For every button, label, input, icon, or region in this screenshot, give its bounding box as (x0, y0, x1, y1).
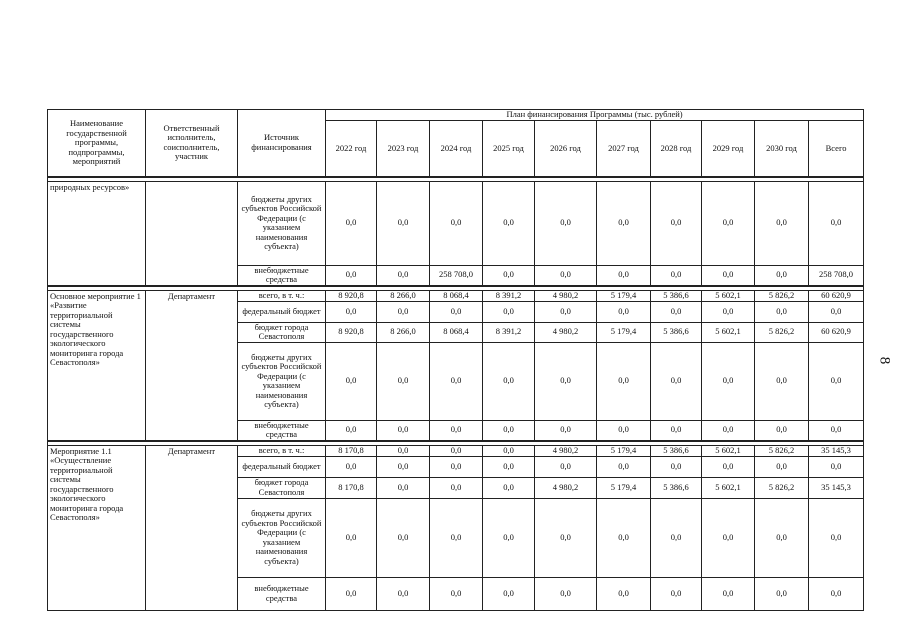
year-value-cell: 0,0 (326, 301, 377, 322)
year-value-cell: 0,0 (430, 498, 483, 577)
year-value-cell: 0,0 (535, 301, 597, 322)
year-value-cell: 0,0 (483, 577, 535, 610)
header-year-cell: 2027 год (597, 121, 651, 177)
year-value-cell: 0,0 (483, 445, 535, 456)
year-value-cell: 0,0 (535, 181, 597, 265)
table-row (48, 181, 864, 265)
year-value-cell: 0,0 (430, 420, 483, 441)
funding-source-cell: бюджет города Севастополя (238, 477, 326, 498)
year-value-cell: 0,0 (755, 181, 809, 265)
year-value-cell: 0,0 (651, 456, 702, 477)
header-year-cell: 2022 год (326, 121, 377, 177)
year-value-cell: 8 170,8 (326, 445, 377, 456)
year-value-cell: 0,0 (651, 420, 702, 441)
header-year-cell: 2025 год (483, 121, 535, 177)
total-value-cell: 35 145,3 (809, 477, 864, 498)
funding-source-cell: федеральный бюджет (238, 301, 326, 322)
year-value-cell: 4 980,2 (535, 477, 597, 498)
year-value-cell: 5 826,2 (755, 322, 809, 342)
year-value-cell: 0,0 (483, 477, 535, 498)
year-value-cell: 8 266,0 (377, 290, 430, 301)
funding-source-cell: внебюджетные средства (238, 420, 326, 441)
year-value-cell: 0,0 (430, 342, 483, 420)
year-value-cell: 0,0 (702, 577, 755, 610)
year-value-cell: 0,0 (483, 181, 535, 265)
funding-source-cell: федеральный бюджет (238, 456, 326, 477)
header-plan-title: План финансирования Программы (тыс. рублей) (326, 110, 864, 121)
year-value-cell: 0,0 (702, 456, 755, 477)
year-value-cell: 0,0 (430, 301, 483, 322)
year-value-cell: 0,0 (755, 342, 809, 420)
year-value-cell: 0,0 (377, 420, 430, 441)
year-value-cell: 0,0 (483, 301, 535, 322)
year-value-cell: 0,0 (326, 498, 377, 577)
table-header (48, 110, 864, 177)
year-value-cell: 8 170,8 (326, 477, 377, 498)
year-value-cell: 0,0 (651, 498, 702, 577)
year-value-cell: 0,0 (651, 577, 702, 610)
year-value-cell: 0,0 (377, 445, 430, 456)
year-value-cell: 0,0 (430, 456, 483, 477)
funding-source-cell: бюджет города Севастополя (238, 322, 326, 342)
year-value-cell: 0,0 (755, 265, 809, 286)
year-value-cell: 0,0 (702, 301, 755, 322)
total-value-cell: 0,0 (809, 420, 864, 441)
year-value-cell: 258 708,0 (430, 265, 483, 286)
year-value-cell: 5 602,1 (702, 322, 755, 342)
year-value-cell: 0,0 (430, 577, 483, 610)
year-value-cell: 5 386,6 (651, 445, 702, 456)
total-value-cell: 35 145,3 (809, 445, 864, 456)
year-value-cell: 0,0 (535, 498, 597, 577)
year-value-cell: 8 068,4 (430, 290, 483, 301)
year-value-cell: 5 386,6 (651, 322, 702, 342)
year-value-cell: 0,0 (326, 420, 377, 441)
year-value-cell: 0,0 (430, 181, 483, 265)
header-name: Наименование государственной программы, подпрограммы, мероприятий (48, 110, 146, 177)
year-value-cell: 0,0 (377, 342, 430, 420)
header-year-cell: 2029 год (702, 121, 755, 177)
header-year-cell: 2028 год (651, 121, 702, 177)
funding-source-cell: бюджеты других субъектов Российской Федерации (с указанием наименования субъекта) (238, 342, 326, 420)
year-value-cell: 0,0 (430, 477, 483, 498)
year-value-cell: 0,0 (535, 577, 597, 610)
financing-table (47, 109, 864, 611)
year-value-cell: 5 826,2 (755, 445, 809, 456)
year-value-cell: 0,0 (483, 498, 535, 577)
year-value-cell: 5 386,6 (651, 290, 702, 301)
total-value-cell: 60 620,9 (809, 322, 864, 342)
activity-name-cell: Основное мероприятие 1 «Развитие территориальной системы государственного экологического мониторинга города Севастополя» (48, 290, 146, 441)
total-value-cell: 0,0 (809, 301, 864, 322)
year-value-cell: 5 179,4 (597, 290, 651, 301)
year-value-cell: 0,0 (597, 498, 651, 577)
year-value-cell: 5 179,4 (597, 322, 651, 342)
year-value-cell: 0,0 (755, 420, 809, 441)
year-value-cell: 0,0 (755, 301, 809, 322)
year-value-cell: 0,0 (483, 265, 535, 286)
year-value-cell: 0,0 (535, 420, 597, 441)
activity-name-cell: природных ресурсов» (48, 181, 146, 286)
year-value-cell: 8 068,4 (430, 322, 483, 342)
year-value-cell: 0,0 (651, 181, 702, 265)
table-row (48, 290, 864, 301)
header-year-cell: Всего (809, 121, 864, 177)
year-value-cell: 0,0 (377, 456, 430, 477)
year-value-cell: 0,0 (597, 265, 651, 286)
year-value-cell: 0,0 (651, 265, 702, 286)
year-value-cell: 0,0 (702, 420, 755, 441)
year-value-cell: 0,0 (597, 181, 651, 265)
year-value-cell: 8 920,8 (326, 322, 377, 342)
year-value-cell: 0,0 (597, 456, 651, 477)
year-value-cell: 0,0 (377, 265, 430, 286)
year-value-cell: 4 980,2 (535, 445, 597, 456)
total-value-cell: 60 620,9 (809, 290, 864, 301)
year-value-cell: 5 602,1 (702, 445, 755, 456)
funding-source-cell: всего, в т. ч.: (238, 445, 326, 456)
year-value-cell: 0,0 (702, 265, 755, 286)
total-value-cell: 0,0 (809, 498, 864, 577)
year-value-cell: 0,0 (597, 577, 651, 610)
year-value-cell: 5 179,4 (597, 445, 651, 456)
year-value-cell: 0,0 (377, 498, 430, 577)
year-value-cell: 0,0 (755, 498, 809, 577)
year-value-cell: 5 826,2 (755, 290, 809, 301)
year-value-cell: 0,0 (377, 301, 430, 322)
year-value-cell: 0,0 (597, 301, 651, 322)
year-value-cell: 4 980,2 (535, 322, 597, 342)
year-value-cell: 0,0 (535, 342, 597, 420)
year-value-cell: 0,0 (702, 342, 755, 420)
year-value-cell: 8 266,0 (377, 322, 430, 342)
funding-source-cell: бюджеты других субъектов Российской Федерации (с указанием наименования субъекта) (238, 498, 326, 577)
year-value-cell: 0,0 (326, 181, 377, 265)
activity-name-cell: Мероприятие 1.1 «Осуществление территориальной системы государственного экологического мониторинга города Севастополя» (48, 445, 146, 610)
total-value-cell: 0,0 (809, 181, 864, 265)
year-value-cell: 5 179,4 (597, 477, 651, 498)
year-value-cell: 8 391,2 (483, 322, 535, 342)
total-value-cell: 0,0 (809, 456, 864, 477)
year-value-cell: 0,0 (377, 181, 430, 265)
year-value-cell: 5 602,1 (702, 477, 755, 498)
header-year-cell: 2026 год (535, 121, 597, 177)
total-value-cell: 0,0 (809, 342, 864, 420)
year-value-cell: 5 826,2 (755, 477, 809, 498)
header-year-cell: 2030 год (755, 121, 809, 177)
year-value-cell: 0,0 (483, 456, 535, 477)
year-value-cell: 0,0 (597, 342, 651, 420)
header-source: Источник финансирования (238, 110, 326, 177)
funding-source-cell: внебюджетные средства (238, 265, 326, 286)
year-value-cell: 8 391,2 (483, 290, 535, 301)
responsible-cell: Департамент (146, 445, 238, 610)
year-value-cell: 0,0 (535, 456, 597, 477)
year-value-cell: 5 602,1 (702, 290, 755, 301)
year-value-cell: 0,0 (326, 456, 377, 477)
year-value-cell: 0,0 (483, 342, 535, 420)
year-value-cell: 0,0 (430, 445, 483, 456)
year-value-cell: 0,0 (377, 577, 430, 610)
year-value-cell: 0,0 (755, 456, 809, 477)
table-row (48, 445, 864, 456)
year-value-cell: 8 920,8 (326, 290, 377, 301)
year-value-cell: 0,0 (377, 477, 430, 498)
year-value-cell: 4 980,2 (535, 290, 597, 301)
funding-source-cell: бюджеты других субъектов Российской Федерации (с указанием наименования субъекта) (238, 181, 326, 265)
year-value-cell: 0,0 (597, 420, 651, 441)
page-number: 8 (876, 356, 893, 365)
year-value-cell: 0,0 (755, 577, 809, 610)
header-year-cell: 2024 год (430, 121, 483, 177)
header-year-cell: 2023 год (377, 121, 430, 177)
year-value-cell: 0,0 (535, 265, 597, 286)
total-value-cell: 0,0 (809, 577, 864, 610)
year-value-cell: 0,0 (651, 342, 702, 420)
year-value-cell: 0,0 (326, 342, 377, 420)
responsible-cell: Департамент (146, 290, 238, 441)
year-value-cell: 0,0 (651, 301, 702, 322)
funding-source-cell: внебюджетные средства (238, 577, 326, 610)
year-value-cell: 0,0 (483, 420, 535, 441)
total-value-cell: 258 708,0 (809, 265, 864, 286)
funding-source-cell: всего, в т. ч.: (238, 290, 326, 301)
year-value-cell: 5 386,6 (651, 477, 702, 498)
responsible-cell (146, 181, 238, 286)
year-value-cell: 0,0 (326, 265, 377, 286)
header-responsible: Ответственный исполнитель, соисполнитель, участник (146, 110, 238, 177)
year-value-cell: 0,0 (702, 498, 755, 577)
year-value-cell: 0,0 (326, 577, 377, 610)
year-value-cell: 0,0 (702, 181, 755, 265)
table-body (48, 177, 864, 611)
